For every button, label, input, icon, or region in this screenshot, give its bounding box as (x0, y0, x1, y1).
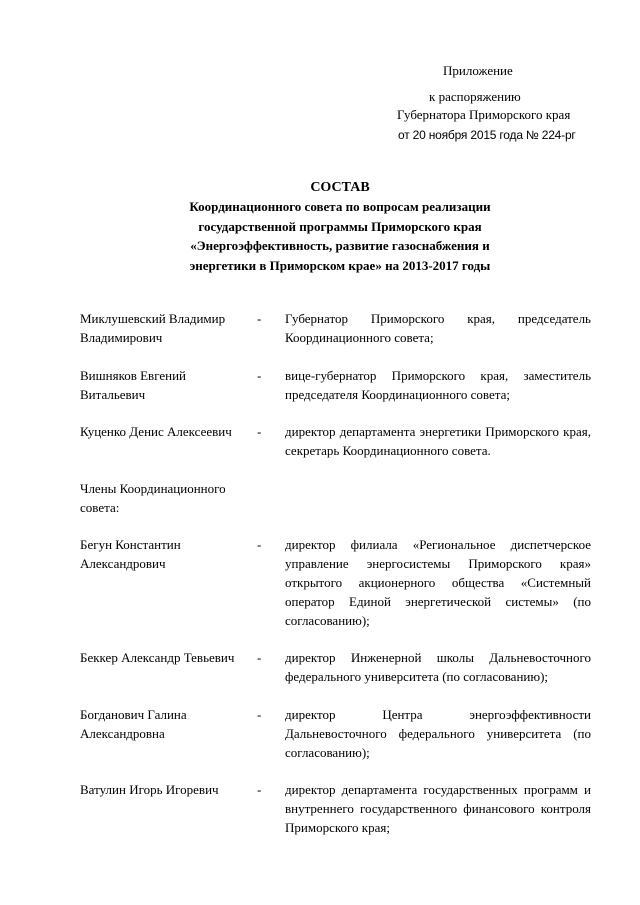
title-line-2: государственной программы Приморского края (198, 218, 482, 234)
member-name: Вишняков Евгений Витальевич (80, 368, 186, 402)
member-role: вице-губернатор Приморского края, заместитель председателя Координационного совета; (285, 368, 591, 402)
document-title: СОСТАВ (310, 180, 370, 195)
member-role: директор департамента энергетики Приморского края, секретарь Координационного совета. (285, 424, 591, 458)
member-role: директор департамента государственных программ и внутреннего государственного финансового контроля Приморского края; (285, 782, 591, 835)
separator-dash: - (257, 424, 262, 439)
issuer: Губернатора Приморского края (397, 107, 571, 122)
title-line-4: энергетики в Приморском крае» на 2013-2017 годы (189, 257, 491, 273)
member-role: директор филиала «Региональное диспетчерское управление энергосистемы Приморского края» открытого акционерного общества «Системный оператор Единой энергетической системы» (по согласованию); (285, 537, 591, 628)
title-line-1: Координационного совета по вопросам реализации (189, 199, 491, 214)
member-name: Миклушевский Владимир Владимирович (80, 311, 226, 345)
member-name: Богданович Галина Александровна (80, 707, 187, 741)
separator-dash: - (257, 311, 262, 326)
member-role: Губернатор Приморского края, председатель Координационного совета; (285, 311, 591, 345)
member-name: Бегун Константин Александрович (80, 537, 181, 571)
members-heading: Члены Координационного совета: (80, 481, 226, 515)
member-name: Беккер Александр Тевьевич (80, 650, 235, 665)
order-reference: к распоряжению (429, 89, 521, 104)
separator-dash: - (257, 707, 262, 722)
member-name: Куценко Денис Алексеевич (80, 424, 232, 439)
appendix-label: Приложение (443, 63, 513, 78)
separator-dash: - (257, 782, 262, 797)
separator-dash: - (257, 537, 262, 552)
separator-dash: - (257, 650, 262, 665)
member-name: Ватулин Игорь Игоревич (80, 782, 219, 797)
document-title-block (130, 179, 550, 275)
separator-dash: - (257, 368, 262, 383)
member-role: директор Центра энергоэффективности Дальневосточного федерального университета (по согласованию); (285, 707, 591, 760)
title-line-3: «Энергоэффективность, развитие газоснабжения и (190, 238, 490, 253)
order-date-number: от 20 ноября 2015 года № 224-рг (398, 128, 576, 142)
member-role: директор Инженерной школы Дальневосточного федерального университета (по согласованию); (285, 650, 591, 684)
